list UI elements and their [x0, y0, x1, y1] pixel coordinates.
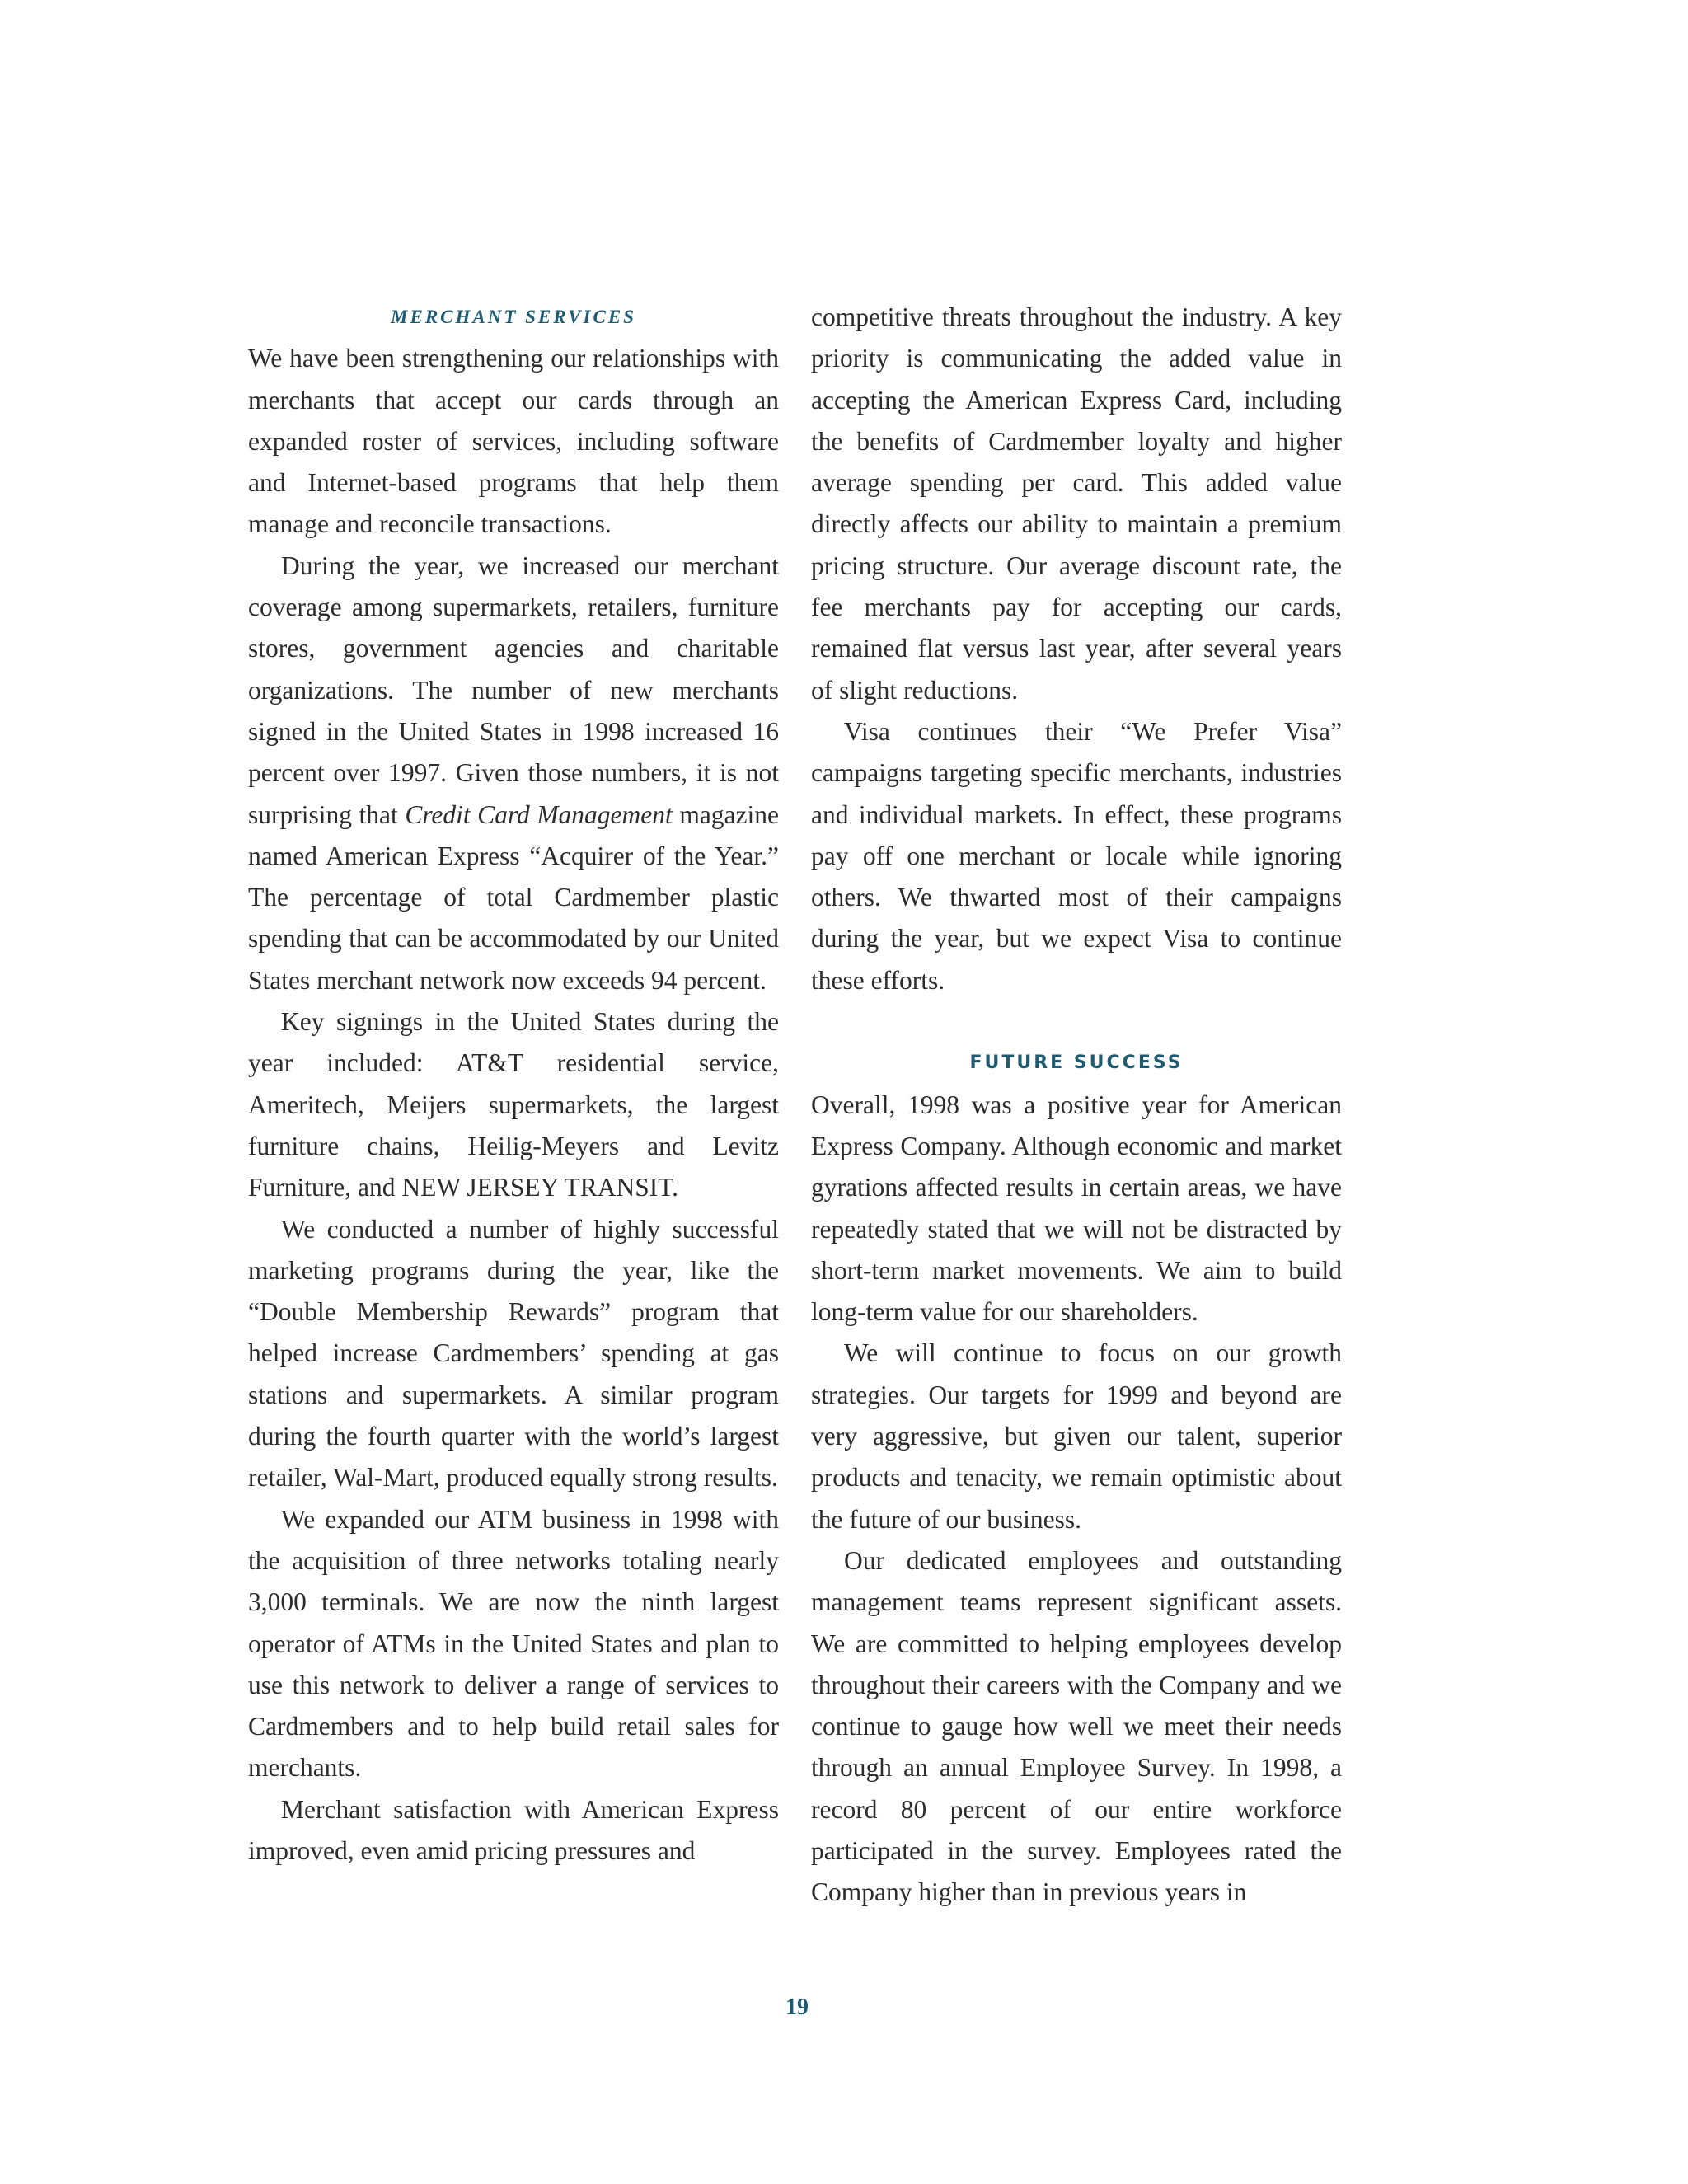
body-paragraph: Key signings in the United States during the year included: AT&T residential service, Ameritech, Meijers supermarkets, the largest furniture chains, Heilig-Meyers and Levitz Furniture, and NEW JERSEY TRANSIT. — [248, 1007, 779, 1202]
body-paragraph: We expanded our ATM business in 1998 with the acquisition of three networks totaling nearly 3,000 terminals. We are now the ninth largest operator of ATMs in the United States and plan to use this network to deliver a range of services to Cardmembers and to help build retail sales for merchants. — [248, 1504, 779, 1783]
section-spacer — [811, 1001, 1342, 1043]
right-column — [811, 297, 1342, 1914]
body-paragraph: Visa continues their “We Prefer Visa” campaigns targeting specific merchants, industries and individual markets. In effect, these programs pay off one merchant or locale while ignoring others. We thwarted most of their campaigns during the year, but we expect Visa to continue these efforts. — [811, 716, 1342, 995]
left-column — [248, 297, 779, 1872]
future-success-heading: FUTURE SUCCESS — [969, 1052, 1184, 1074]
paragraph-text: During the year, we increased our merchant coverage among supermarkets, retailers, furniture stores, government agencies and charitable organizations. The number of new merchants signed in the United States in 1998 increased 16 percent over 1997. Given those numbers, it is not surprising that — [248, 551, 779, 829]
body-paragraph: We conducted a number of highly successful marketing programs during the year, like the “Double Membership Rewards” program that helped increase Cardmembers’ spending at gas stations and supermarkets. A similar program during the fourth quarter with the world’s largest retailer, Wal-Mart, produced equally strong results. — [248, 1214, 779, 1493]
paragraph-text: magazine named American Express “Acquirer of the Year.” The percentage of total Cardmember plastic spending that can be accommodated by our United States merchant network now exceeds 94 percent. — [248, 799, 779, 995]
body-paragraph: We will continue to focus on our growth strategies. Our targets for 1999 and beyond are very aggressive, but given our talent, superior products and tenacity, we remain optimistic about the future of our business. — [811, 1338, 1342, 1534]
body-paragraph: competitive threats throughout the industry. A key priority is communicating the added value in accepting the American Express Card, including the benefits of Cardmember loyalty and higher average spending per card. This added value directly affects our ability to maintain a premium pricing structure. Our average discount rate, the fee merchants pay for accepting our cards, remained flat versus last year, after several years of slight reductions. — [811, 302, 1342, 705]
page-number: 19 — [785, 1994, 809, 2020]
body-paragraph: Overall, 1998 was a positive year for American Express Company. Although economic and market gyrations affected results in certain areas, we have repeatedly stated that we will not be distracted by short-term market movements. We aim to build long-term value for our shareholders. — [811, 1090, 1342, 1327]
body-paragraph — [248, 546, 779, 1001]
body-paragraph: Merchant satisfaction with American Express improved, even amid pricing pressures and — [248, 1794, 779, 1865]
merchant-services-heading: MERCHANT SERVICES — [391, 307, 636, 327]
body-paragraph: We have been strengthening our relationships with merchants that accept our cards through an expanded roster of services, including software and Internet-based programs that help them manage and reconcile transactions. — [248, 344, 779, 539]
body-paragraph: Our dedicated employees and outstanding management teams represent significant assets. We are committed to helping employees develop throughout their careers with the Company and we continue to gauge how well we meet their needs through an annual Employee Survey. In 1998, a record 80 percent of our entire workforce participated in the survey. Employees rated the Company higher than in previous years in — [811, 1545, 1342, 1907]
publication-title: Credit Card Management — [405, 799, 673, 829]
